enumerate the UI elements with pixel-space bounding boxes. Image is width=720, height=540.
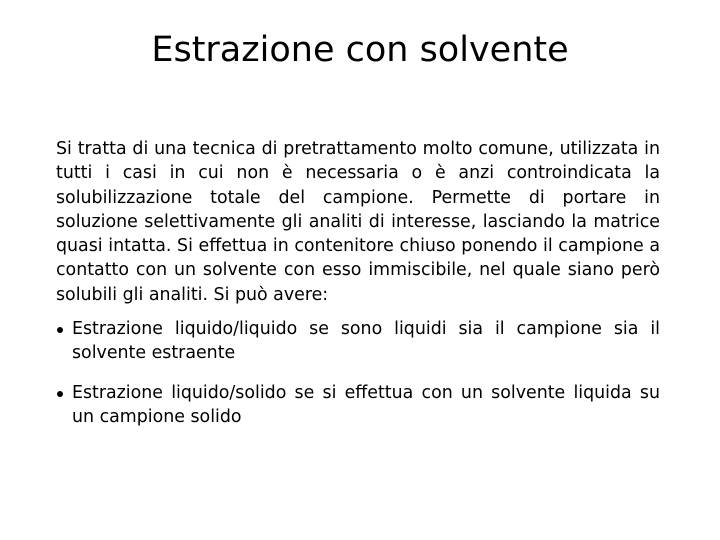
bullet-item-liquid-liquid	[56, 317, 660, 366]
slide-paragraph: Si tratta di una tecnica di pretrattamento molto comune, utilizzata in tutti i casi in cui non è necessaria o è anzi controindicata la solubilizzazione totale del campione. Permette di portare in soluzione selettivamente gli analiti di interesse, lasciando la matrice quasi intatta. Si effettua in contenitore chiuso ponendo il campione a contatto con un solvente con esso immiscibile, nel quale siano però solubili gli analiti. Si può avere:	[56, 139, 660, 305]
bullet-dot-icon	[57, 391, 63, 397]
bullet-text: Estrazione liquido/solido se si effettua con un solvente liquida su un campione solido	[72, 382, 660, 427]
bullet-dot-icon	[57, 327, 63, 333]
bullet-item-liquid-solid	[56, 381, 660, 430]
slide-title: Estrazione con solvente	[151, 30, 569, 70]
bullet-text: Estrazione liquido/liquido se sono liquidi sia il campione sia il solvente estraente	[72, 319, 660, 364]
bullet-list	[56, 317, 660, 444]
